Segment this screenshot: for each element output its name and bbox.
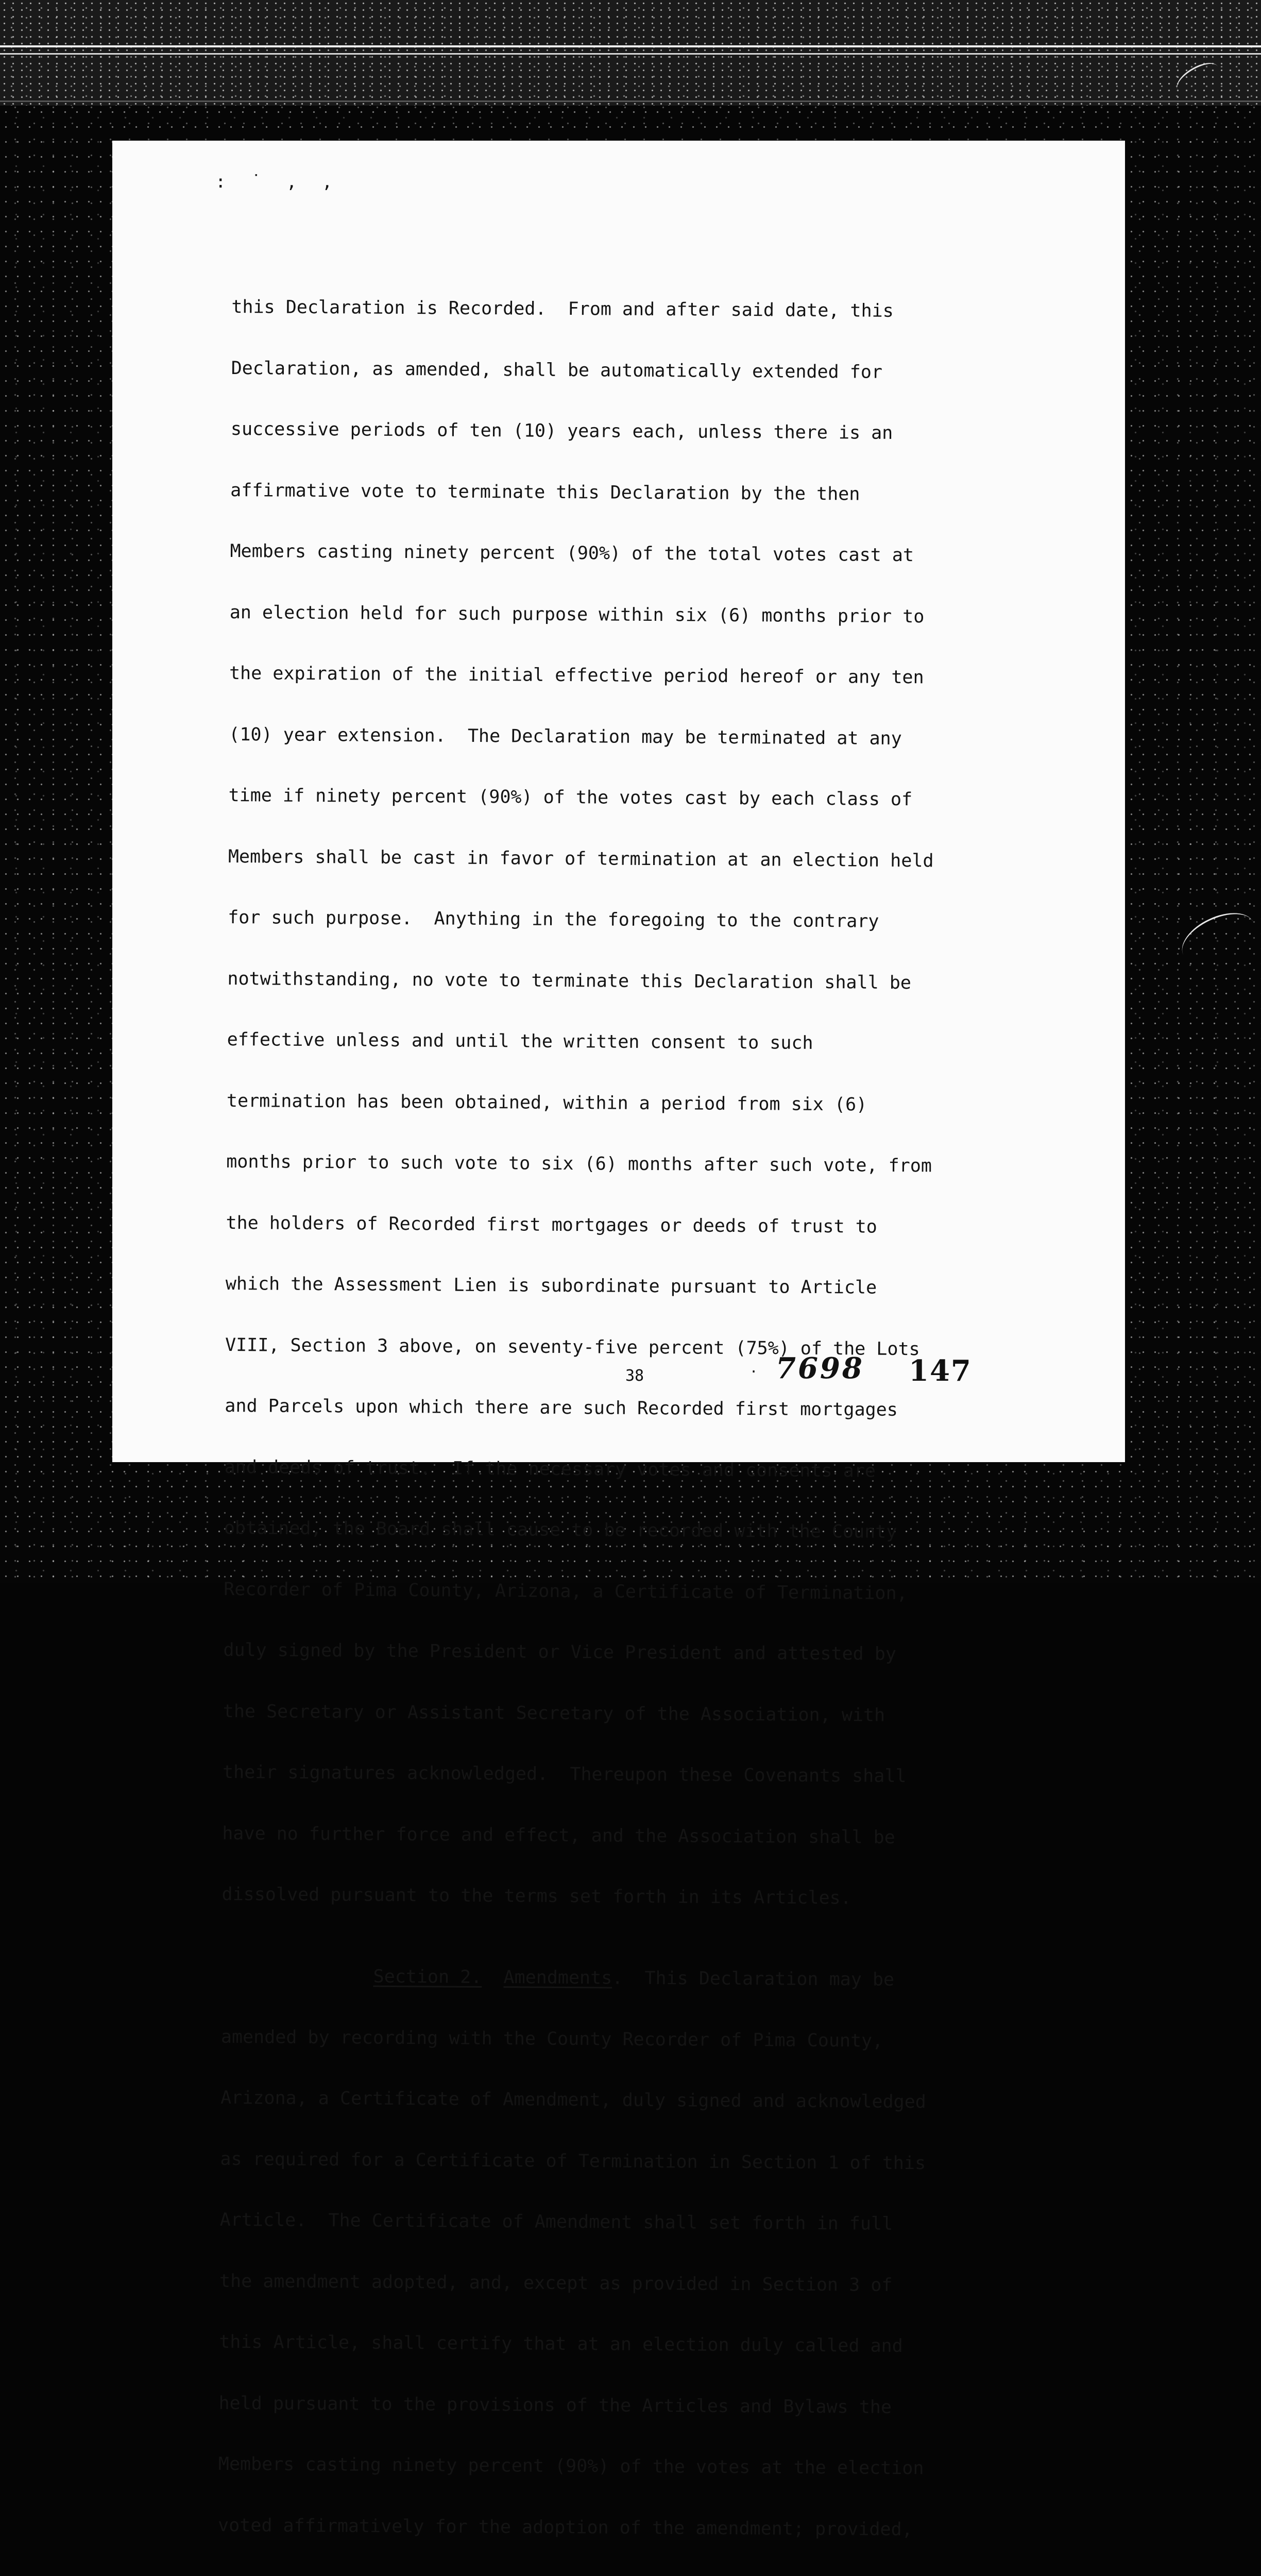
text-line: and Parcels upon which there are such Recorded first mortgages xyxy=(225,1395,898,1420)
text-line: voted affirmatively for the adoption of the amendment; provided, xyxy=(217,2515,913,2540)
text-line: Arizona, a Certificate of Amendment, duly signed and acknowledged xyxy=(220,2087,926,2113)
text-line: have no further force and effect, and the Association shall be xyxy=(222,1823,895,1848)
text-line: held pursuant to the provisions of the Articles and Bylaws the xyxy=(218,2393,892,2418)
section-2-heading-line xyxy=(221,1966,1045,1991)
text-line: as required for a Certificate of Termination in Section 1 of this xyxy=(220,2148,926,2174)
text-line: for such purpose. Anything in the foregoing to the contrary xyxy=(228,907,879,932)
text-line: Members shall be cast in favor of termination at an election held xyxy=(228,846,934,871)
text-line: which the Assessment Lien is subordinate pursuant to Article xyxy=(225,1273,877,1298)
text-line: months prior to such vote to six (6) months after such vote, from xyxy=(226,1151,932,1177)
text-line: time if ninety percent (90%) of the votes cast by each class of xyxy=(228,785,913,810)
text-line: (10) year extension. The Declaration may be terminated at any xyxy=(229,724,902,749)
text-line: this Declaration is Recorded. From and after said date, this xyxy=(231,296,894,321)
text-line: their signatures acknowledged. Thereupon these Covenants shall xyxy=(222,1761,907,1787)
text-line: duly signed by the President or Vice President and attested by xyxy=(223,1639,897,1665)
text-line: an election held for such purpose within six (6) months prior to xyxy=(229,602,925,627)
page-number: 38 xyxy=(625,1367,644,1385)
section-2-rest: . This Declaration may be xyxy=(612,1968,895,1990)
text-line: Article. The Certificate of Amendment shall set forth in full xyxy=(219,2209,893,2234)
recording-stamp-page: 147 xyxy=(909,1354,972,1388)
section-2-label: Section 2. xyxy=(373,1966,482,1988)
text-line: the amendment adopted, and, except as provided in Section 3 of xyxy=(219,2270,893,2296)
text-line: Members casting ninety percent (90%) of the total votes cast at xyxy=(230,540,914,566)
text-line: affirmative vote to terminate this Declaration by the then xyxy=(230,480,860,504)
text-line: the Secretary or Assistant Secretary of the Association, with xyxy=(223,1701,885,1726)
document-page xyxy=(112,141,1125,2540)
section-2-title: Amendments xyxy=(503,1967,612,1989)
text-line: Recorder of Pima County, Arizona, a Certificate of Termination, xyxy=(224,1579,908,1604)
text-line: termination has been obtained, within a period from six (6) xyxy=(226,1090,867,1115)
text-line: the holders of Recorded first mortgages or deeds of trust to xyxy=(226,1212,877,1238)
text-line: notwithstanding, no vote to terminate this Declaration shall be xyxy=(227,968,912,993)
text-line: Declaration, as amended, shall be automatically extended for xyxy=(231,358,883,383)
text-line: this Article, shall certify that at an election duly called and xyxy=(219,2331,903,2357)
text-line: and deeds of trust. If the necessary votes and consents are xyxy=(224,1456,876,1482)
scanner-rule xyxy=(0,45,1261,47)
corner-marks: : ˙ , , xyxy=(215,172,340,192)
scanner-rule xyxy=(0,100,1261,102)
text-line: dissolved pursuant to the terms set forth in its Articles. xyxy=(221,1884,851,1909)
text-line: amended by recording with the County Recorder of Pima County, xyxy=(220,2026,883,2052)
text-line: successive periods of ten (10) years each, unless there is an xyxy=(230,418,893,444)
text-line: VIII, Section 3 above, on seventy-five percent (75%) of the Lots xyxy=(225,1334,920,1360)
document-body xyxy=(211,257,1056,2576)
recording-stamp-book: 7698 xyxy=(776,1351,864,1385)
indent xyxy=(221,1965,373,1987)
text-line: Members casting ninety percent (90%) of the votes at the election xyxy=(218,2453,924,2479)
scanner-rule xyxy=(0,53,1261,55)
text-line: effective unless and until the written consent to such xyxy=(227,1029,813,1054)
text-line: the expiration of the initial effective period hereof or any ten xyxy=(229,663,924,688)
stamp-dot: · xyxy=(751,1362,757,1381)
text-line: obtained, the Board shall cause to be recorded with the County xyxy=(224,1517,897,1543)
gap xyxy=(482,1967,503,1988)
